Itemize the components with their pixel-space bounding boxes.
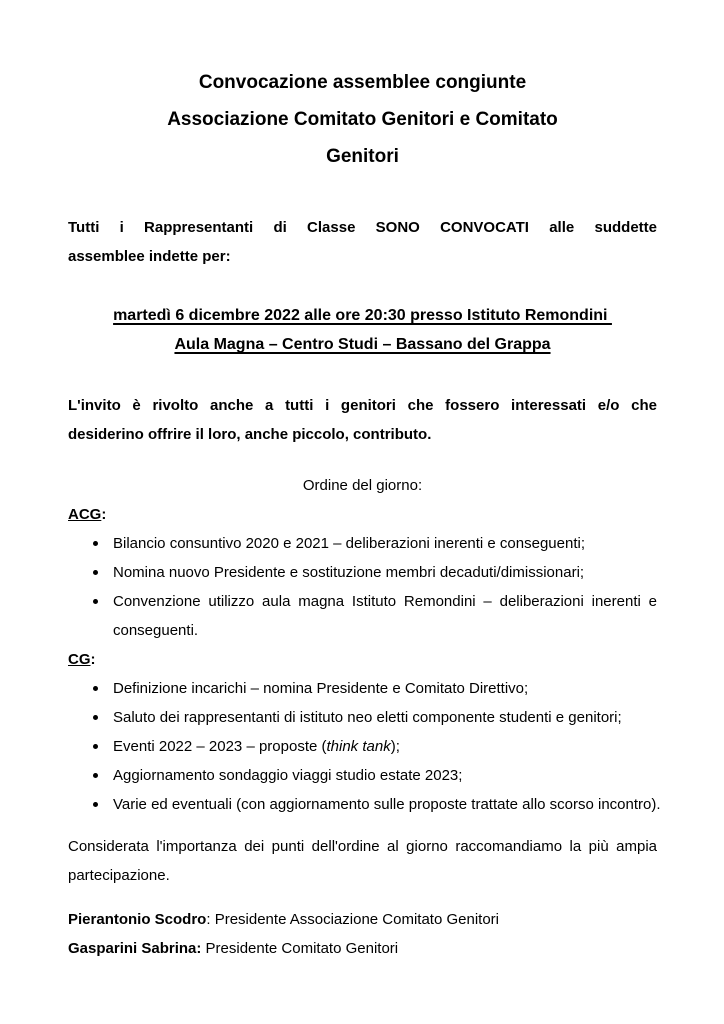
list-item	[68, 790, 661, 819]
list-item-text: Aggiornamento sondaggio viaggi studio estate 2023;	[113, 767, 463, 784]
section-heading-cg	[68, 645, 657, 674]
list-item	[68, 558, 657, 587]
cg-list	[68, 674, 661, 819]
event-details	[68, 301, 657, 359]
list-item	[68, 674, 657, 703]
list-item-text-prefix: Eventi 2022 – 2023 – proposte (	[113, 738, 327, 755]
signatory-role: : Presidente Associazione Comitato Genitori	[206, 911, 500, 928]
event-line	[68, 301, 657, 330]
paragraph-line: L'invito è rivolto anche a tutti i genitori che fossero interessati e/o che	[68, 397, 657, 414]
paragraph-line: Tutti i Rappresentanti di Classe SONO CONVOCATI alle suddette	[68, 219, 657, 236]
list-item-text: Saluto dei rappresentanti di istituto neo eletti componente studenti e genitori;	[113, 709, 622, 726]
invitation-paragraph	[68, 391, 657, 449]
list-item	[68, 761, 657, 790]
paragraph-line: assemblee indette per:	[68, 248, 231, 265]
section-label: CG	[68, 651, 91, 668]
section-label: ACG	[68, 506, 102, 523]
title-line: Genitori	[326, 146, 399, 167]
list-item-text-suffix: );	[390, 738, 400, 755]
italic-text: think tank	[326, 738, 391, 755]
list-item	[68, 703, 657, 732]
paragraph-line: Considerata l'importanza dei punti dell'ordine al giorno raccomandiamo la più ampia	[68, 838, 657, 855]
acg-list	[68, 529, 657, 645]
document-title	[68, 64, 657, 175]
paragraph-line: desiderino offrire il loro, anche piccolo, contributo.	[68, 426, 432, 443]
section-colon: :	[101, 506, 107, 523]
bullet-icon	[93, 802, 98, 807]
bullet-icon	[93, 744, 98, 749]
list-item-text: Varie ed eventuali (con aggiornamento sulle proposte trattate allo scorso incontro).	[113, 796, 661, 813]
intro-paragraph	[68, 213, 657, 271]
list-item	[68, 529, 657, 558]
underlined-text: Aula Magna – Centro Studi – Bassano del Grappa	[174, 336, 551, 353]
list-item	[68, 587, 657, 645]
signature-line	[68, 905, 657, 934]
signature-block	[68, 905, 657, 963]
bullet-icon	[93, 599, 98, 604]
bullet-icon	[93, 541, 98, 546]
list-item-text: Definizione incarichi – nomina Presidente e Comitato Direttivo;	[113, 680, 529, 697]
bullet-icon	[93, 773, 98, 778]
list-item	[68, 732, 657, 761]
bullet-icon	[93, 686, 98, 691]
signatory-name: Gasparini Sabrina:	[68, 940, 202, 957]
signature-line	[68, 934, 657, 963]
section-heading-acg	[68, 500, 657, 529]
list-item-text	[113, 732, 657, 761]
underlined-text: martedì 6 dicembre 2022 alle ore 20:30 presso Istituto Remondini	[113, 307, 612, 324]
section-colon: :	[90, 651, 96, 668]
closing-paragraph	[68, 832, 657, 890]
signatory-name: Pierantonio Scodro	[68, 911, 207, 928]
list-item-text: Nomina nuovo Presidente e sostituzione membri decaduti/dimissionari;	[113, 564, 585, 581]
title-line: Convocazione assemblee congiunte	[198, 72, 527, 93]
list-item-text: Bilancio consuntivo 2020 e 2021 – deliberazioni inerenti e conseguenti;	[113, 535, 585, 552]
paragraph-line: partecipazione.	[68, 867, 170, 884]
list-item-text: Convenzione utilizzo aula magna Istituto Remondini – deliberazioni inerenti e	[113, 593, 657, 610]
bullet-icon	[93, 715, 98, 720]
list-item-text: conseguenti.	[113, 622, 199, 639]
bullet-icon	[93, 570, 98, 575]
signatory-role: Presidente Comitato Genitori	[201, 940, 399, 957]
agenda-heading: Ordine del giorno:	[302, 477, 423, 494]
event-line	[68, 330, 657, 359]
title-line: Associazione Comitato Genitori e Comitato	[167, 109, 558, 130]
